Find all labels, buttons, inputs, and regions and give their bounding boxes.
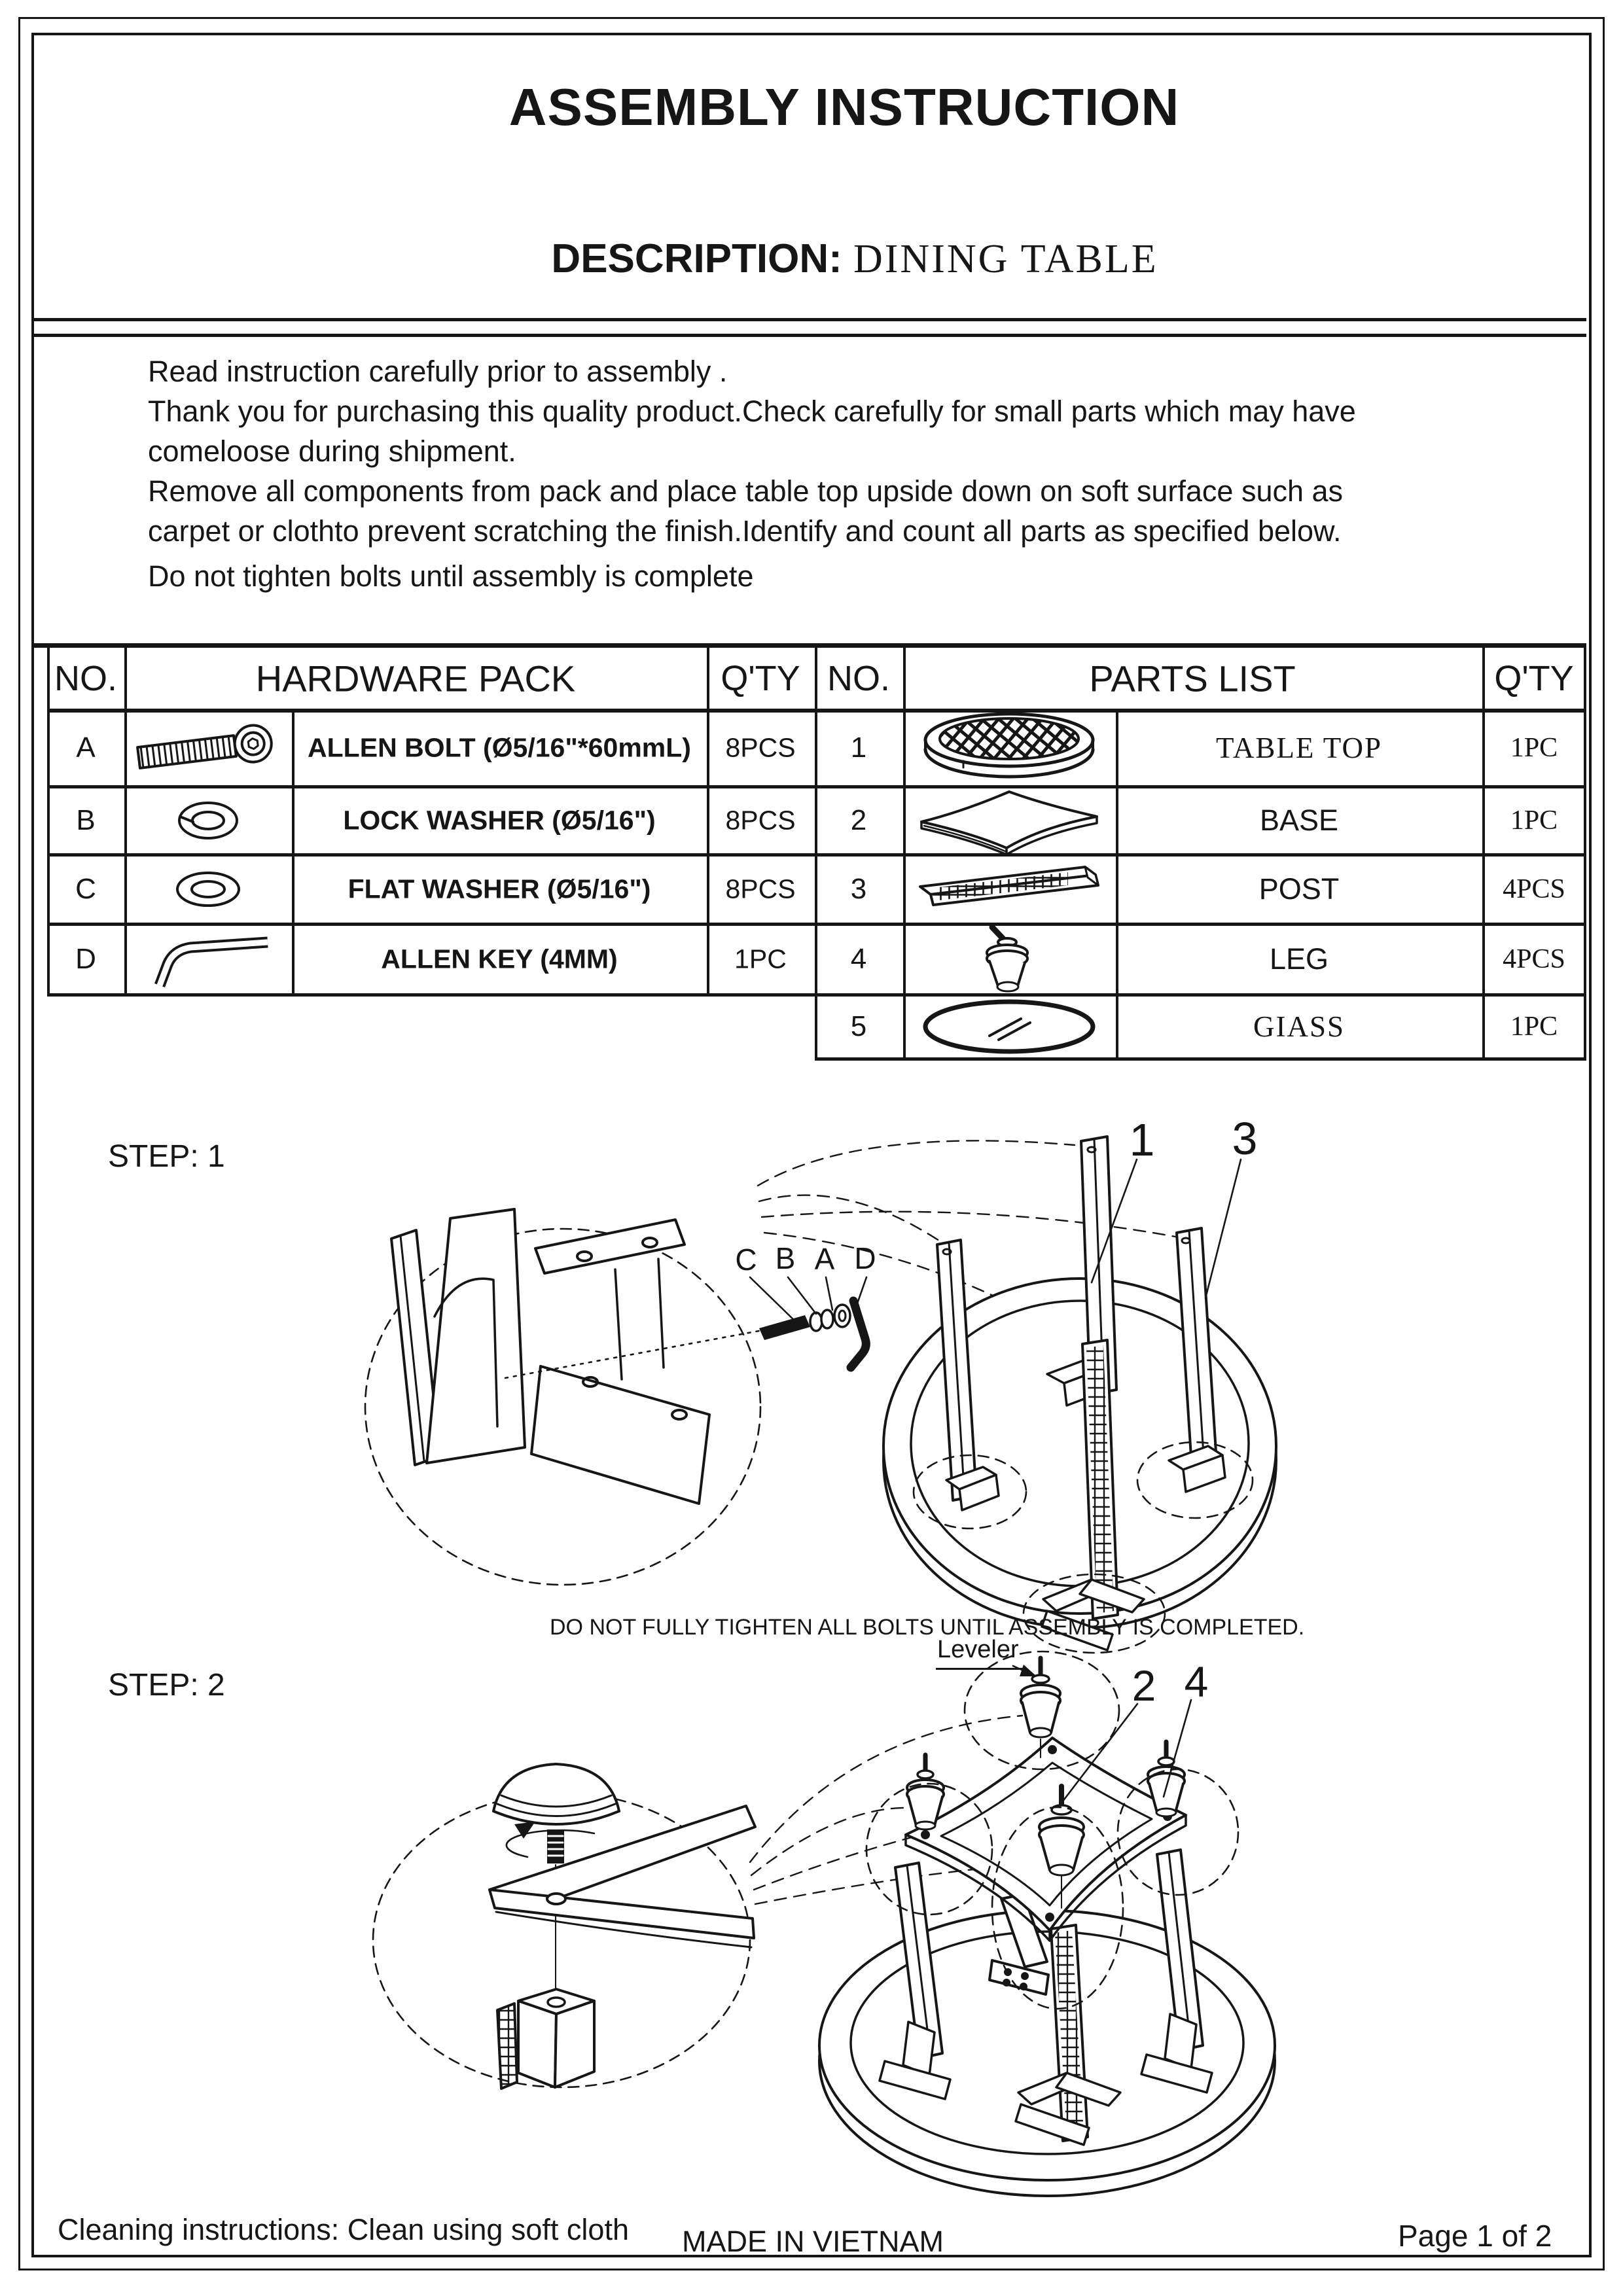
made-in-label: MADE IN VIETNAM [682,2225,944,2258]
callout-b: B [775,1241,796,1275]
page-title: ASSEMBLY INSTRUCTION [508,78,1180,136]
part-row-qty: 4PCS [1503,874,1565,904]
warning-note: DO NOT FULLY TIGHTEN ALL BOLTS UNTIL ASSEMBLY IS COMPLETED. [550,1615,1305,1640]
hw-row-no: B [76,804,96,836]
hw-row-qty: 8PCS [725,732,796,763]
hw-row-qty: 8PCS [725,874,796,904]
header-hardware-pack: HARDWARE PACK [255,658,576,699]
header-parts-list: PARTS LIST [1089,658,1296,699]
step2-diagram [373,1651,1275,2196]
hw-row-qty: 8PCS [725,805,796,836]
intro-line: carpet or clothto prevent scratching the finish.Identify and count all parts as specified below. [148,514,1342,548]
part-ref-2: 2 [1132,1661,1156,1710]
intro-line: Remove all components from pack and place table top upside down on soft surface such as [148,474,1344,508]
part-ref-1: 1 [1129,1114,1155,1165]
part-row-label: LEG [1269,942,1329,976]
callout-a: A [814,1242,835,1276]
header-no-parts: NO. [827,659,891,698]
intro-line: Read instruction carefully prior to assembly . [148,355,728,388]
hw-row-label: ALLEN BOLT (Ø5/16"*60mmL) [308,732,691,763]
part-row-qty: 1PC [1510,733,1558,763]
intro-line: comeloose during shipment. [148,434,516,468]
part-row-no: 5 [850,1010,867,1042]
hw-row-no: A [76,732,96,764]
callout-c: C [735,1243,757,1277]
part-row-label: POST [1258,872,1340,906]
page-number: Page 1 of 2 [1398,2219,1552,2253]
header-qty-parts: Q'TY [1494,659,1574,698]
part-row-label: GIASS [1253,1010,1346,1043]
part-ref-3: 3 [1232,1113,1258,1164]
part-row-label: BASE [1259,804,1339,837]
leveler-label: Leveler [936,1636,1023,1670]
part-row-no: 1 [850,732,867,764]
callout-d: D [854,1241,876,1275]
header-no-hardware: NO. [54,659,118,698]
part-row-qty: 1PC [1510,1012,1558,1042]
part-row-qty: 1PC [1510,805,1558,836]
part-row-no: 2 [850,804,867,836]
description-label: DESCRIPTION: [551,236,842,281]
description-value: DINING TABLE [853,237,1158,281]
step1-diagram [365,1137,1276,1653]
part-ref-4: 4 [1184,1657,1209,1706]
part-row-no: 3 [850,873,867,905]
hw-row-no: C [75,873,96,905]
intro-line: Thank you for purchasing this quality product.Check carefully for small parts which may have [148,395,1356,428]
hw-row-label: ALLEN KEY (4MM) [381,944,618,974]
cleaning-note: Cleaning instructions: Clean using soft cloth [58,2213,629,2246]
part-row-no: 4 [850,943,867,975]
hw-row-label: FLAT WASHER (Ø5/16") [348,874,651,904]
part-row-qty: 4PCS [1503,944,1565,974]
hw-row-label: LOCK WASHER (Ø5/16") [343,805,656,836]
step1-label: STEP: 1 [108,1139,225,1174]
part-row-label: TABLE TOP [1215,732,1383,764]
hw-row-no: D [75,943,96,975]
hw-row-qty: 1PC [734,944,787,974]
step2-label: STEP: 2 [108,1668,225,1703]
header-qty-hardware: Q'TY [721,659,800,698]
do-not-tighten-note: Do not tighten bolts until assembly is complete [148,559,754,593]
